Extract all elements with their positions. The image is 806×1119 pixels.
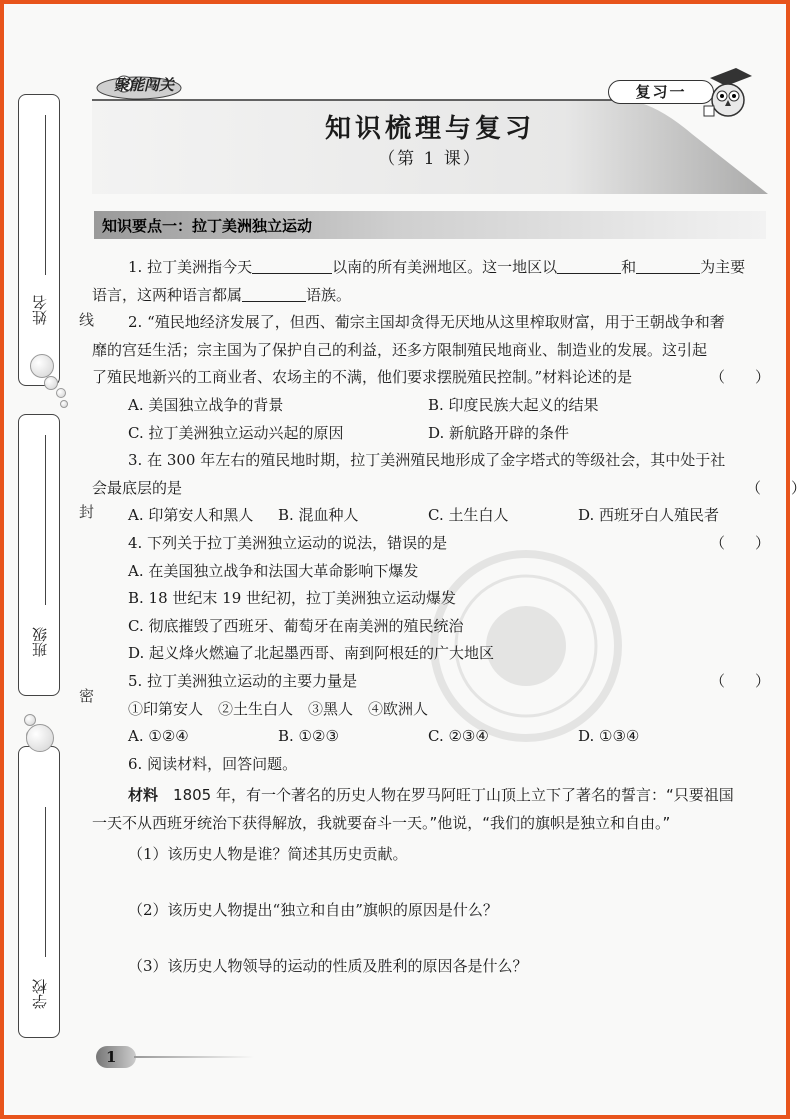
q5-answer-paren[interactable]: （ ） [709, 671, 770, 690]
brand-text: 聚能闯关 [114, 76, 175, 94]
q2-option-d[interactable]: D. 新航路开辟的条件 [428, 423, 570, 442]
school-write-line [45, 807, 46, 957]
q4-option-a-row [128, 558, 770, 586]
deco-bubble [60, 400, 68, 408]
q3-option-a[interactable]: A. 印第安人和黑人 [128, 506, 254, 525]
q2-line-1: 2. “殖民地经济发展了，但西、葡宗主国却贪得无厌地从这里榨取财富，用于王朝战争和奢 [128, 313, 725, 332]
q4-option-b[interactable]: B. 18 世纪末 19 世纪初，拉丁美洲独立运动爆发 [128, 589, 457, 608]
seal-char: 封 [77, 504, 95, 519]
q2-options-ab [128, 392, 770, 420]
school-box [18, 746, 60, 1038]
q6-sub-3-row [128, 953, 770, 981]
q1-text-c: 和 [621, 258, 637, 276]
question-1-line-2 [92, 282, 770, 310]
q1-text-d: 为主要 [700, 258, 746, 276]
q2-answer-paren[interactable]: （ ） [709, 368, 770, 387]
name-box [18, 94, 60, 386]
q6-sub-2: （2）该历史人物提出“独立和自由”旗帜的原因是什么？ [128, 901, 498, 920]
deco-bubble [56, 388, 66, 398]
q4-option-d[interactable]: D. 起义烽火燃遍了北起墨西哥、南到阿根廷的广大地区 [128, 644, 495, 663]
q2-option-a[interactable]: A. 美国独立战争的背景 [128, 395, 284, 414]
q3-options [128, 502, 770, 530]
cut-line-char: 线 [77, 312, 95, 327]
q1-text-a: 1. 拉丁美洲指今天 [128, 258, 253, 276]
section-heading-text: 知识要点一：拉丁美洲独立运动 [102, 217, 313, 235]
binding-strip [14, 84, 95, 1044]
q6-sub-1-row [128, 841, 770, 869]
q1-blank-2[interactable] [557, 255, 621, 274]
page-title: 知识梳理与复习 [324, 114, 535, 144]
page-subtitle: （第 1 课） [378, 149, 482, 169]
question-6 [128, 751, 770, 779]
question-3 [128, 447, 770, 475]
q6-material-line-2: 一天不从西班牙统治下获得解放，我就要奋斗一天。”他说，“我们的旗帜是独立和自由。” [92, 813, 671, 832]
worksheet-page [6, 6, 806, 1113]
q6-material-label: 材料 [128, 786, 159, 805]
q1-text-f: 语族。 [306, 285, 352, 304]
q1-text-b: 以南的所有美洲地区。这一地区以 [332, 258, 558, 276]
q2-option-c[interactable]: C. 拉丁美洲独立运动兴起的原因 [128, 423, 344, 442]
question-4 [128, 530, 770, 558]
name-label: 姓名 [31, 295, 49, 325]
page-number-bar [134, 1056, 254, 1058]
q4-option-c-row [128, 613, 770, 641]
q6-sub-3: （3）该历史人物领导的运动的性质及胜利的原因各是什么？ [128, 956, 528, 975]
q4-option-a[interactable]: A. 在美国独立战争和法国大革命影响下爆发 [128, 561, 419, 580]
question-list [92, 254, 806, 980]
q3-option-c[interactable]: C. 土生白人 [428, 506, 509, 525]
q3-line-2: 会最底层的是 [92, 478, 183, 497]
q3-option-d[interactable]: D. 西班牙白人殖民者 [578, 506, 720, 525]
q2-line-2: 靡的宫廷生活；宗主国为了保护自己的利益，还多方限制殖民地商业、制造业的发展。这引起 [92, 340, 708, 359]
deco-bubble [44, 376, 58, 390]
q6-line-1: 6. 阅读材料，回答问题。 [128, 754, 298, 773]
q5-option-d[interactable]: D. ①③④ [578, 727, 640, 746]
page-number: 1 [96, 1046, 136, 1068]
q5-items-row [128, 696, 770, 724]
dense-char: 密 [77, 688, 95, 703]
q2-row-2 [92, 337, 770, 365]
q6-material-row-2 [92, 810, 770, 838]
school-label: 学校 [31, 979, 49, 1009]
q2-row-3 [92, 364, 770, 392]
q1-blank-1[interactable] [252, 255, 332, 274]
review-tag: 复习一 [608, 80, 714, 104]
q5-option-c[interactable]: C. ②③④ [428, 727, 489, 746]
deco-bubble [26, 724, 54, 752]
q2-options-cd [128, 420, 770, 448]
q3-row-2 [92, 475, 806, 503]
q5-items: ①印第安人 ②土生白人 ③黑人 ④欧洲人 [128, 699, 429, 718]
q6-material-line-1: 1805 年，有一个著名的历史人物在罗马阿旺丁山顶上立下了著名的誓言：“只要祖国 [173, 786, 734, 805]
q2-option-b[interactable]: B. 印度民族大起义的结果 [428, 395, 599, 414]
q4-option-c[interactable]: C. 彻底摧毁了西班牙、葡萄牙在南美洲的殖民统治 [128, 616, 464, 635]
q4-option-b-row [128, 585, 770, 613]
question-1 [128, 254, 770, 282]
title-band [92, 94, 768, 194]
q4-line-1: 4. 下列关于拉丁美洲独立运动的说法，错误的是 [128, 533, 448, 552]
q5-option-a[interactable]: A. ①②④ [128, 727, 189, 746]
question-2 [128, 309, 770, 337]
q5-options [128, 723, 770, 751]
q4-option-d-row [128, 640, 770, 668]
q1-text-e: 语言，这两种语言都属 [92, 285, 243, 304]
q2-line-3: 了殖民地新兴的工商业者、农场主的不满，他们要求摆脱殖民控制。”材料论述的是 [92, 368, 633, 387]
class-write-line [45, 435, 46, 605]
class-box [18, 414, 60, 696]
q5-line-1: 5. 拉丁美洲独立运动的主要力量是 [128, 671, 358, 690]
name-write-line [45, 115, 46, 275]
class-label: 班级 [31, 627, 49, 657]
section-heading [94, 211, 766, 239]
q6-sub-2-row [128, 897, 770, 925]
q3-option-b[interactable]: B. 混血种人 [278, 506, 359, 525]
q1-blank-3[interactable] [636, 255, 700, 274]
q4-answer-paren[interactable]: （ ） [709, 533, 770, 552]
owl-mascot-icon [696, 64, 756, 120]
deco-bubble [30, 354, 54, 378]
q1-blank-4[interactable] [242, 283, 306, 302]
q6-sub-1: （1）该历史人物是谁？简述其历史贡献。 [128, 845, 408, 864]
q6-material-row-1 [128, 782, 770, 810]
question-5 [128, 668, 770, 696]
q3-answer-paren[interactable]: （ ） [745, 478, 806, 497]
q3-line-1: 3. 在 300 年左右的殖民地时期，拉丁美洲殖民地形成了金字塔式的等级社会，其中处于社 [128, 451, 726, 470]
q5-option-b[interactable]: B. ①②③ [278, 727, 339, 746]
